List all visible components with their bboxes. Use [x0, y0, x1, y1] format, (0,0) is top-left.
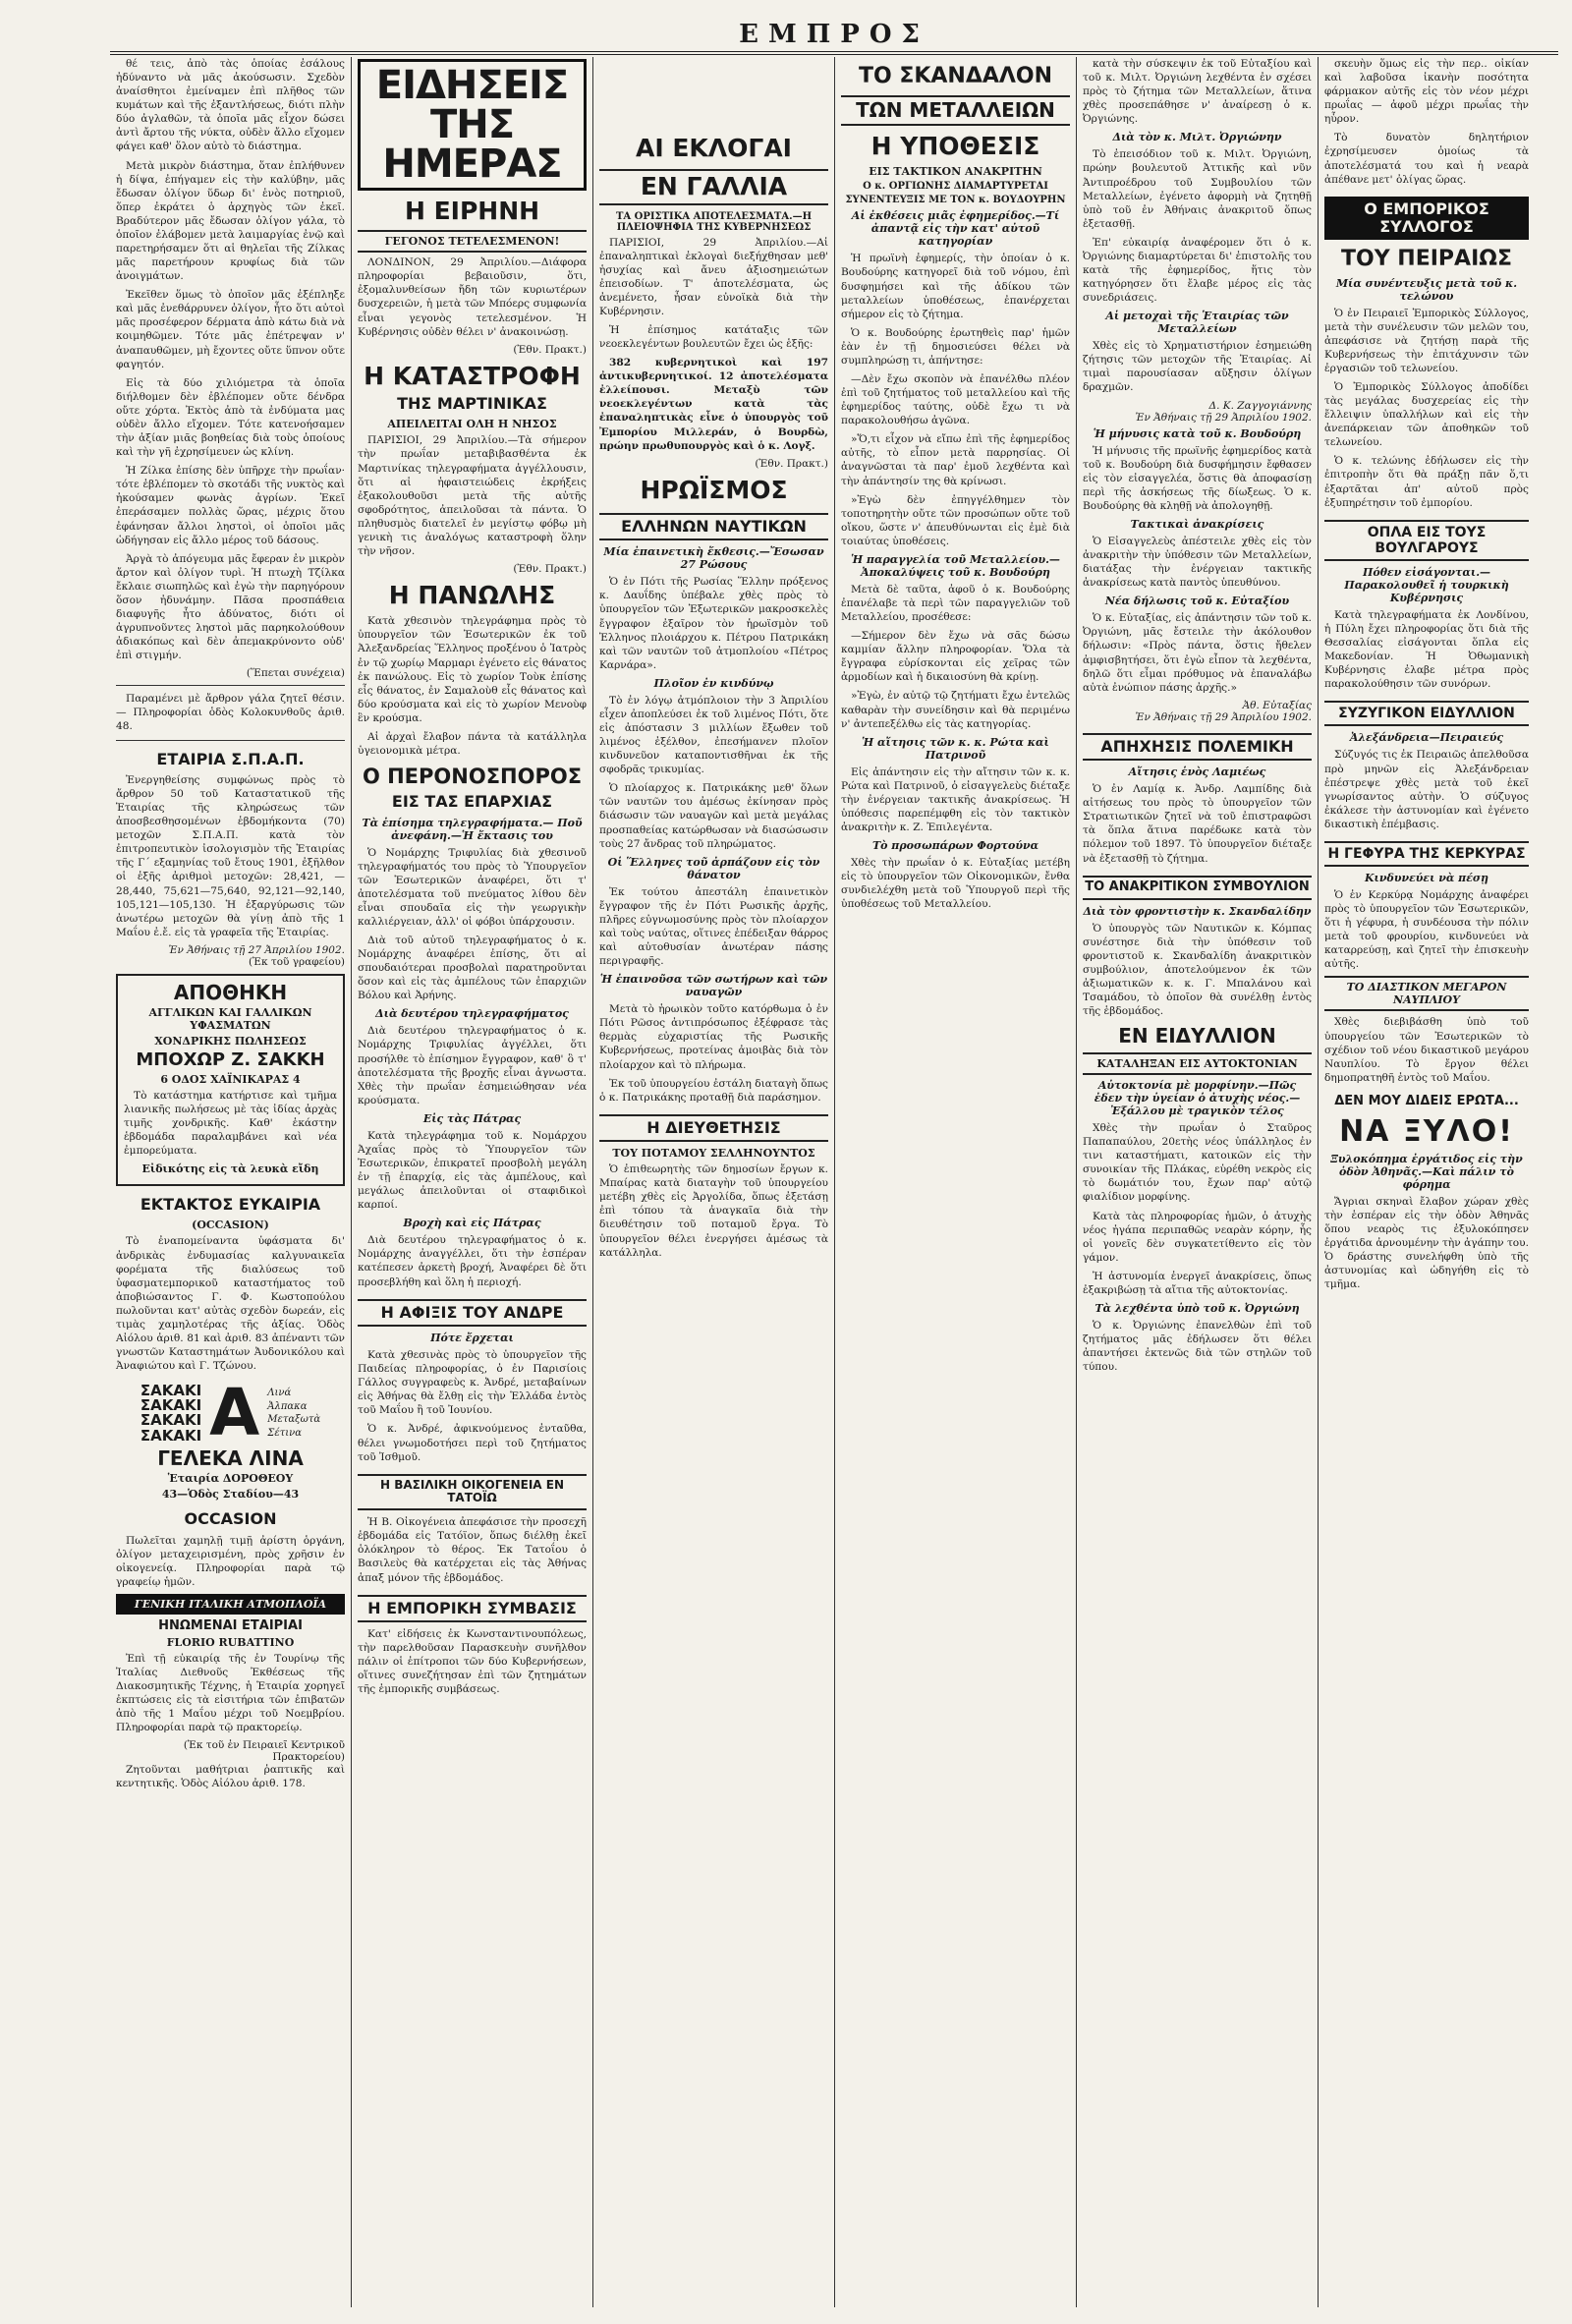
afixis-title: Η ΑΦΙΞΙΣ ΤΟΥ ΑΝΔΡΕ — [358, 1299, 587, 1327]
masthead — [110, 18, 1558, 55]
syzygikon-subtitle: Ἀλεξάνδρεια—Πειραιεύς — [1349, 731, 1504, 745]
article-text: Χθὲς εἰς τὸ Χρηματιστήριον ἐσημειώθη ζήτησις τῶν μετοχῶν τῆς Ἑταιρίας. Αἱ τιμαὶ παρουσίασαν αὔξησιν ὀλίγων δραχμῶν. — [1083, 340, 1312, 394]
serial-paragraph: Ἡ Ζίλκα ἐπίσης δὲν ὑπῆρχε τὴν πρωΐαν· τότε ἐβλέπομεν τὸ σκοτάδι τῆς νυκτὸς καὶ ἠκούσαμεν φωνὰς ἀγρίων. Ἐκεῖ ἐπεράσαμεν πολλὰς ὥρας, μέχρις ὅτου ἐφάνησαν ἄλλοι ληστοὶ, οἱ ὁποῖοι μᾶς ὡδήγησαν εἰς ἄλλο μέρος τοῦ δάσους. — [116, 465, 345, 546]
article-text: Ἐπ' εὐκαιρίᾳ ἀναφέρομεν ὅτι ὁ κ. Ὀργιώνης διαμαρτύρεται δι' ἐπιστολῆς του κατὰ τῆς ἐφημερίδος, ἥτις τὸν κατηγόρησεν ὅτι ἔλαβε μέρος εἰς τὰς συνεδριάσεις. — [1083, 236, 1312, 305]
geniki-subtitle-2: FLORIO RUBATTINO — [166, 1635, 295, 1649]
gefyra-subtitle: Κινδυνεύει νὰ πέσῃ — [1364, 871, 1489, 884]
afixis-subtitle: Πότε ἔρχεται — [430, 1332, 514, 1345]
apothiki-subtitle-2: ΧΟΝΔΡΙΚΗΣ ΠΩΛΗΣΕΩΣ — [154, 1034, 307, 1048]
skandalon-title: ΤΟ ΣΚΑΝΔΑΛΟΝ — [858, 64, 1053, 88]
material-item: Σέτινα — [267, 1427, 302, 1439]
occasion-text: Πωλεῖται χαμηλῇ τιμῇ ἀρίστη ὁργάνη, ὀλίγον μεταχειρισμένη, πρὸς χρῆσιν ἐν οἰκογενείᾳ. Πληροφορίαι παρὰ τῷ γραφείῳ ἡμῶν. — [116, 1534, 345, 1588]
aitisis-text: Εἰς ἀπάντησιν εἰς τὴν αἴτησιν τῶν κ. κ. Ρώτα καὶ Πατρινοῦ, ὁ εἰσαγγελεὺς διέταξε τὴν ἐνέργειαν τακτικῆς ἀνακρίσεως. Ἡ ὑπόθεσις παρεπέμφθη εἰς τὸν τακτικὸν ἀνακριτὴν κ. Ζ. Ἐπιλεγέντα. — [841, 765, 1070, 833]
polemiki-text: Ὁ ἐν Λαμίᾳ κ. Ἀνδρ. Λαμπίδης διὰ αἰτήσεως του πρὸς τὸ ὑπουργεῖον τῶν Στρατιωτικῶν ζητεῖ νὰ τοῦ ἐπιστραφῶσι τὰ ὅπλα ἅτινα παρέδωκε κατὰ τὸν πόλεμον τοῦ 1897. Τὸ ὑπουργεῖον διέταξε νὰ ἐξετασθῇ τὸ ζήτημα. — [1083, 783, 1312, 865]
eirini-subtitle: ΓΕΓΟΝΟΣ ΤΕΤΕΛΕΣΜΕΝΟΝ! — [358, 230, 587, 253]
peronosporos-text: Κατὰ τηλεγράφημα τοῦ κ. Νομάρχου Ἀχαΐας πρὸς τὸ Ὑπουργεῖον τῶν Ἐσωτερικῶν, ἐπικρατεῖ προσβολὴ μεγάλη ἐν τῇ ἐπαρχίᾳ, εἰς τὰς ἀμπέλους, καὶ μεγάλως ἀπειλοῦνται οἱ σταφιδικοὶ καρποί. — [358, 1129, 587, 1212]
prosopa-title: Τὸ προσωπάρων Φορτούνα — [871, 839, 1039, 853]
emporikos-text: Ὁ Ἐμπορικὸς Σύλλογος ἀποδίδει τὰς μεγάλας δυσχερείας εἰς τὴν ἔλλειψιν ὑπαλλήλων καὶ εἰς τὴν ἀνεπάρκειαν τῶν ἀποθηκῶν τοῦ τελωνείου. — [1324, 380, 1529, 449]
article-text: κατὰ τὴν σύσκεψιν ἐκ τοῦ Εὐταξίου καὶ τοῦ κ. Μιλτ. Ὀργιώνη λεχθέντα ἐν σχέσει πρὸς τὸ ζήτημα τῶν Μεταλλείων, ἅτινα χθὲς προσεπάθησε ν' ἀναίρεσῃ ὁ κ. Ὀργιώνης. — [1083, 58, 1312, 126]
sakaki-item: ΣΑΚΑΚΙ — [140, 1381, 202, 1399]
syzygikon-text: Σύζυγός τις ἐκ Πειραιῶς ἀπελθοῦσα πρὸ μηνῶν εἰς Ἀλεξάνδρειαν ἐπέστρεψε χθὲς μετὰ τοῦ ἐκεῖ γνωρίσαντος αὐτὴν. Ὁ σύζυγος ἐκάλεσε τὴν ἀστυνομίαν καὶ ἐγένετο δικαστικὴ ἐπέμβασις. — [1324, 749, 1529, 830]
emporikos-subtitle: Μία συνέντευξις μετὰ τοῦ κ. τελώνου — [1335, 276, 1518, 303]
article-subhead: Τακτικαὶ ἀνακρίσεις — [1130, 517, 1264, 531]
peronosporos-text: Διὰ δευτέρου τηλεγραφήματος ὁ κ. Νομάρχης Τριφυλίας ἀγγέλλει, ὅτι προσήλθε τὸ ἐπίσημον ἔγγραφον, καθ' ὃ τ' ἀποτελέσματα τῆς βροχῆς εἶναι ἀγνωστα. Χθὲς τὴν πρωΐαν ἐσημειώθησαν νέα κρούσματα. — [358, 1025, 587, 1106]
columns — [110, 57, 1558, 2307]
ekloges-text: Ἡ ἐπίσημος κατάταξις τῶν νεοεκλεγέντων βουλευτῶν ἔχει ὡς ἑξῆς: — [599, 323, 828, 351]
apothiki-title: ΑΠΟΘΗΚΗ — [173, 980, 288, 1004]
article-subhead: Ἡ μήνυσις κατὰ τοῦ κ. Βουδούρη — [1093, 426, 1302, 440]
eirini-source: (Ἐθν. Πρακτ.) — [513, 343, 587, 356]
column-3 — [593, 57, 835, 2307]
dateline: Ἐν Ἀθήναις τῇ 29 Ἀπριλίου 1902. — [1135, 710, 1312, 723]
eidyllion-text: Χθὲς τὴν πρωΐαν ὁ Σταῦρος Παπαπαύλου, 20ετὴς νέος ὑπάλληλος ἐν τινι καταστήματι, κατοικῶν εἰς τὴν συνοικίαν τῆς Πλάκας, εὑρέθη νεκρὸς εἰς τὸ δωμάτιόν του, ἔχων παρ' αὐτῷ φιαλίδιον μορφίνης. — [1083, 1122, 1312, 1204]
peronosporos-title: Ο ΠΕΡΟΝΟΣΠΟΡΟΣ — [362, 765, 583, 789]
material-item: Μεταξωτὰ — [267, 1414, 321, 1426]
eidyllion-text: Ἡ ἀστυνομία ἐνεργεῖ ἀνακρίσεις, ὅπως ἐξακριβώσῃ τὰ αἴτια τῆς αὐτοκτονίας. — [1083, 1270, 1312, 1296]
iroismos-subhead: Ἡ ἐπαινοῦσα τῶν σωτήρων καὶ τῶν ναυαγῶν — [599, 973, 828, 999]
ektaktos-subtitle: (OCCASION) — [192, 1219, 269, 1232]
ekloges-text: 382 κυβερνητικοὶ καὶ 197 ἀντικυβερνητικοί. 12 ἀποτελέσματα ἐλλείπουσι. Μεταξὺ τῶν νεοεκλεγέντων κατὰ τὰς ἐπαναληπτικὰς εἶνε ὁ ὑπουργὸς τοῦ Ἐμπορίου Μιλλεράν, ὁ Βουρδὼ, πρώην πρωθυπουργὸς καὶ ὁ κ. Λογξ. — [599, 357, 828, 452]
ypothesis-text: —Σήμερον δὲν ἔχω νὰ σᾶς δώσω καμμίαν ἄλλην πληροφορίαν. Ὅλα τὰ ἔγγραφα εὑρίσκονται εἰς χεῖρας τῶν ἀρμοδίων καὶ ἡ δικαιοσύνη θὰ κρίνῃ. — [841, 630, 1070, 684]
signature: Ἀθ. Εὐταξίας — [1242, 699, 1312, 711]
serial-paragraph: Εἰς τὰ δύο χιλιόμετρα τὰ ὁποῖα διήλθομεν δὲν ἐβλέπομεν οὔτε δένδρα οὔτε χόρτα. Ἐκτὸς ἀπὸ τὰ ἐνδύματα μας οὐδὲν ἄλλο εἴχομεν. Τότε κατενοήσαμεν τὴν ἀξίαν μιᾶς βοηθείας διὰ τοὺς ὁποίους καὶ τὴν γῆ ἐχρησίμευεν ὡς κλίνη. — [116, 376, 345, 459]
skandalon-title-2: ΤΩΝ ΜΕΤΑΛΛΕΙΩΝ — [841, 95, 1070, 126]
katastrofi-title: Η ΚΑΤΑΣΤΡΟΦΗ — [364, 361, 581, 390]
emporiki-title: Η ΕΜΠΟΡΙΚΗ ΣΥΜΒΑΣΙΣ — [358, 1595, 587, 1622]
serial-paragraph: Ἐκεῖθεν ὅμως τὸ ὁποῖον μᾶς ἐξέπληξε καὶ μᾶς ἐνεθάρρυνεν ὀλίγον, ἦτο ὅτι αὐτοὶ μᾶς προσέφερον δέρματα ἀπὸ κάτω διὰ νὰ κοιμηθῶμεν. Τότε μᾶς ἐπέτρεψαν ν' ἀναπαυθῶμεν, μὴ ἔχοντες οὔτε ὕπνον οὔτε φαγητόν. — [116, 289, 345, 370]
eidyllion-text: Ὁ κ. Ὀργιώνης ἐπανελθὼν ἐπὶ τοῦ ζητήματος μᾶς ἐδήλωσεν ὅτι θέλει ἀπαντήσει ἐκτενῶς διὰ τῶν στηλῶν τοῦ τύπου. — [1083, 1320, 1312, 1374]
gelek-subtitle: Ἑταιρία ΔΟΡΟΘΕΟΥ — [167, 1472, 294, 1486]
eirini-title: Η ΕΙΡΗΝΗ — [404, 197, 540, 225]
vasiliki-title: Η ΒΑΣΙΛΙΚΗ ΟΙΚΟΓΕΝΕΙΑ ΕΝ ΤΑΤΟΪΩ — [358, 1474, 587, 1511]
iroismos-title: ΗΡΩΪΣΜΟΣ — [640, 475, 788, 504]
column-4 — [835, 57, 1077, 2307]
afixis-text: Κατὰ χθεσινὰς πρὸς τὸ ὑπουργεῖον τῆς Παιδείας πληροφορίας, ὁ ἐν Παρισίοις Γάλλος συγγραφεὺς κ. Ἀνδρέ, μεταβαίνων εἰς Ἀθήνας θὰ ἔλθῃ εἰς τὴν Ἑλλάδα ἐντὸς τοῦ Μαΐου ἢ τοῦ Ἰουνίου. — [358, 1349, 587, 1417]
masthead-title: ΕΜΠΡΟΣ — [739, 20, 929, 49]
classified-ad: Παραμένει μὲ ἄρθρον γάλα ζητεῖ θέσιν.— Πληροφορίαι ὁδὸς Κολοκυνθοῦς ἀριθ. 48. — [116, 693, 345, 733]
etairia-source: (Ἐκ τοῦ γραφείου) — [248, 955, 345, 968]
katastrofi-subtitle: ΑΠΕΙΛΕΙΤΑΙ ΟΛΗ Η ΝΗΣΟΣ — [387, 418, 557, 431]
sakaki-letter: Α — [209, 1375, 260, 1451]
diefthetisis-title: Η ΔΙΕΥΘΕΤΗΣΙΣ — [599, 1114, 828, 1142]
occasion-title: OCCASION — [184, 1509, 277, 1529]
ekloges-text: ΠΑΡΙΣΙΟΙ, 29 Ἀπριλίου.—Αἱ ἐπαναληπτικαὶ ἐκλογαὶ διεξήχθησαν μεθ' ἡσυχίας καὶ ἄνευ ἀξιοσημειώτων ἐπεισοδίων. Τ' ἀποτελέσματα, ὡς ἀνεμένετο, ἦσαν εὐνοϊκὰ διὰ τὴν Κυβέρνησιν. — [599, 236, 828, 317]
opla-title: ΟΠΛΑ ΕΙΣ ΤΟΥΣ ΒΟΥΛΓΑΡΟΥΣ — [1324, 520, 1529, 561]
prosopa-text: Χθὲς τὴν πρωΐαν ὁ κ. Εὐταξίας μετέβη εἰς τὸ ὑπουργεῖον τῶν Οἰκονομικῶν, ἔνθα συνδιελέχθη μετὰ τοῦ Ὑπουργοῦ περὶ τῆς ὑποθέσεως τοῦ Μεταλλείου. — [841, 857, 1070, 911]
iroismos-subhead: Οἱ Ἕλληνες τοῦ ἀρπάζουν εἰς τὸν θάνατον — [607, 855, 820, 881]
article-subhead: Αἱ μετοχαὶ τῆς Ἑταιρίας τῶν Μεταλλείων — [1105, 310, 1289, 336]
eidyllion-text: Κατὰ τὰς πληροφορίας ἡμῶν, ὁ ἀτυχὴς νέος ἠγάπα περιπαθῶς νεαρὰν κόρην, ἧς οἱ γονεῖς δὲν συγκατετίθεντο εἰς τὸν γάμον. — [1083, 1210, 1312, 1264]
column-1 — [110, 57, 352, 2307]
xylo-title: ΔΕΝ ΜΟΥ ΔΙΔΕΙΣ ΕΡΩΤΑ... — [1334, 1093, 1519, 1108]
article-subhead: Νέα δήλωσις τοῦ κ. Εὐταξίου — [1104, 595, 1290, 608]
geniki-text: Ἐπὶ τῇ εὐκαιρίᾳ τῆς ἐν Τουρίνῳ τῆς Ἰταλίας Διεθνοῦς Ἐκθέσεως τῆς Διακοσμητικῆς Τέχνης, ἡ Ἑταιρία χορηγεῖ ἐκπτώσεις εἰς τὰ εἰσιτήρια τῶν ἐπιβατῶν ἀπὸ τῆς 1 Μαΐου μέχρι τοῦ Νοεμβρίου. Πληροφορίαι παρὰ τῷ πρακτορείῳ. — [116, 1652, 345, 1734]
diefthetisis-title-2: ΤΟΥ ΠΟΤΑΜΟΥ ΣΕΛΛΗΝΟΥΝΤΟΣ — [612, 1147, 815, 1161]
ekloges-title-2: ΕΝ ΓΑΛΛΙΑ — [599, 169, 828, 204]
opla-subtitle: Πόθεν εἰσάγονται.—Παρακολουθεῖ ἡ τουρκικὴ Κυβέρνησις — [1344, 565, 1509, 604]
emporikos-text: Ὁ κ. τελώνης ἐδήλωσεν εἰς τὴν ἐπιτροπὴν ὅτι θὰ πράξῃ πᾶν ὅ,τι ἐξαρτᾶται ἀπ' αὐτοῦ πρὸς ἐξυπηρέτησιν τοῦ ἐμπορίου. — [1324, 455, 1529, 509]
ektaktos-title: ΕΚΤΑΚΤΟΣ ΕΥΚΑΙΡΙΑ — [140, 1195, 321, 1215]
apothiki-note: Εἰδικότης εἰς τὰ λευκὰ εἴδη — [141, 1162, 319, 1176]
panolis-text: Κατὰ χθεσινὸν τηλεγράφημα πρὸς τὸ ὑπουργεῖον τῶν Ἐσωτερικῶν ἐκ τοῦ Ἀλεξανδρείας Ἕλληνος προξένου ὁ Ἰατρὸς ἐν τῷ χωρίῳ Μαρμαρι ἐγένετο εἰς θάνατος ἐκ πανώλους. Εἰς τὸ χωρίον Τοὺκ ἐπίσης εἷς θάνατος, ἐν Σαμαλοὺθ εἷς θάνατος καὶ δύο κρούσματα καὶ εἰς τὸ χωρίον Μενοὺφ ἓν κρούσμα. — [358, 615, 587, 724]
serial-paragraph: Ἀργὰ τὸ ἀπόγευμα μᾶς ἔφεραν ἐν μικρὸν ἄρτον καὶ ὀλίγον τυρὶ. Ἡ πτωχὴ Τζίλκα ἔκλαιε σιωπηλῶς καὶ ἐγὼ τὴν παρηγόρουν ὅσον ἠδυνάμην. Πᾶσα προσπάθεια διαφυγῆς ἦτο ἀδύνατος, διότι οἱ ἀγρυπνοῦντες ληστοὶ μᾶς παρηκολούθουν ἀδιακόπως καὶ δὲν ἀπεμακρύνοντο οὐδ' ἐπὶ στιγμήν. — [116, 552, 345, 662]
article-subhead: Διὰ τὸν κ. Μιλτ. Ὀργιώνην — [1112, 131, 1282, 144]
etairia-text: Ἐνεργηθείσης συμφώνως πρὸς τὸ ἄρθρον 50 τοῦ Καταστατικοῦ τῆς Ἑταιρίας τῆς κληρώσεως τῶν ἀποσβεσθησομένων ἑβδομήκοντα (70) μετοχῶν Σ.Π.Α.Π. κατὰ τὸν ἐπιτροπευτικὸν ἰσολογισμὸν τῆς Ἑταιρίας τῆς Γ΄ εξαμηνίας τοῦ ἔτους 1901, ἐξῆλθον οἱ ἑξῆς ἀριθμοὶ μετοχῶν: 28,421, —28,440, 75,621—75,640, 92,121—92,140, 105,121—105,130. Ἡ ἐξαργύρωσις τῶν ἀνωτέρω μετοχῶν θὰ γίνῃ ἀπὸ τῆς 1 Μαΐου ἐ.ἔ. εἰς τὰ γραφεῖα τῆς Ἑταιρίας. — [116, 773, 345, 938]
nafpliou-title: ΤΟ ΔΙΑΣΤΙΚΟΝ ΜΕΓΑΡΟΝ ΝΑΥΠΛΙΟΥ — [1324, 976, 1529, 1011]
diefthetisis-text: Ὁ ἐπιθεωρητὴς τῶν δημοσίων ἔργων κ. Μπαίρας κατὰ διαταγὴν τοῦ ὑπουργείου μετέβη χθὲς εἰς Ἀργολίδα, ὅπως ἐξετάσῃ ἐπὶ τόπου τὰ ἀναγκαῖα διὰ τὴν διευθέτησιν τοῦ ποταμοῦ ἔργα. Τὸ ὑπουργεῖον θέλει ἐνεργήσει ἀμέσως τὰ κατάλληλα. — [599, 1163, 828, 1259]
column-5 — [1077, 57, 1319, 2307]
xylo-subtitle: Ξυλοκόπημα ἐργάτιδος εἰς τὴν ὁδὸν Ἀθηνᾶς.—Καὶ πάλιν τὸ φόρημα — [1330, 1152, 1523, 1191]
eidyllion-subhead: Τὰ λεχθέντα ὑπὸ τοῦ κ. Ὀργιώνη — [1095, 1302, 1300, 1316]
sakaki-item: ΣΑΚΑΚΙ — [140, 1395, 202, 1414]
ektaktos-text: Τὸ ἐναπομείναντα ὑφάσματα δι' ἀνδρικὰς ἐνδυμασίας καλγυναικεῖα φορέματα τῆς διαλύσεως τοῦ ὑφασματεμπορικοῦ καταστήματος τοῦ ἀποβιώσαντος Γ. Φ. Κωστοπούλου πωλοῦνται κατ' αὐτὰς σχεδὸν δωρεάν, εἰς τιμὰς χαμηλοτέρας τῆς ἀξίας. Ὁδὸς Αἰόλου ἀριθ. 81 καὶ ἀριθ. 83 ἀπέναντι τῶν γνωστῶν Καταστημάτων Ἀυδονικόλου καὶ Ἀναφιώτου καὶ Γ. Τζώνου. — [116, 1235, 345, 1373]
peronosporos-text: Διὰ δευτέρου τηλεγραφήματος ὁ κ. Νομάρχης ἀναγγέλλει, ὅτι τὴν ἑσπέραν κατέπεσεν ἀρκετὴ βροχή, Ἀναφέρει δὲ ὅτι προσεβλήθη καὶ ὅλη ἡ περιοχή. — [358, 1234, 587, 1288]
emporikos-text: Ὁ ἐν Πειραιεῖ Ἐμπορικὸς Σύλλογος, μετὰ τὴν συνέλευσιν τῶν μελῶν του, ἀπεφάσισε νὰ ζητήσῃ παρὰ τῆς Κυβερνήσεως τὴν ἐπιτάχυνσιν τῶν ἐργασιῶν τοῦ τελωνείου. — [1324, 307, 1529, 374]
article-text: Ἡ μήνυσις τῆς πρωϊνῆς ἐφημερίδος κατὰ τοῦ κ. Βουδούρη διὰ δυσφήμησιν ἔφθασεν εἰς τὸν εἰσαγγελέα, ὅστις θὰ ἀποφασίσῃ περὶ τῆς ἀσκήσεως τῆς δίωξεως. Ὁ κ. Βουδούρης θὰ κληθῇ νὰ ἀπολογηθῇ. — [1083, 444, 1312, 512]
eirini-text: ΛΟΝΔΙΝΟΝ, 29 Ἀπριλίου.—Διάφορα πληροφορίαι βεβαιοῦσιν, ὅτι, ἐξομαλυνθείσων ἤδη τῶν κυριωτέρων δυσχερειῶν, ἡ μετὰ τῶν Μπόερς συμφωνία εἶναι γεγονὸς τετελεσμένον. Ἡ Κυβέρνησις οὐδὲν θέλει ν' ἀνακοινώσῃ. — [358, 256, 587, 338]
ekloges-source: (Ἐθν. Πρακτ.) — [755, 457, 828, 470]
peronosporos-subhead: Διὰ δευτέρου τηλεγραφήματος — [375, 1007, 569, 1021]
polemiki-subtitle: Αἴτησις ἑνὸς Λαμιέως — [1128, 765, 1266, 779]
peronosporos-lead: Τὰ ἐπίσημα τηλεγραφήματα.— Ποῦ ἀνεφάνη.—Ἡ ἔκτασις του — [362, 816, 583, 842]
apothiki-text: Τὸ κατάστημα κατήρτισε καὶ τμῆμα λιανικῆς πωλήσεως μὲ τὰς ἰδίας ἀρχὰς τιμῆς χονδρικῆς. Καθ' ἑκάστην ἑβδομάδα παραλαμβάνει καὶ νέα ἐμπορεύματα. — [124, 1089, 337, 1157]
ypothesis-text: Ὁ κ. Βουδούρης ἐρωτηθεὶς παρ' ἡμῶν ἐὰν ἐν τῇ δημοσιεύσει θέλει νὰ συμπληρώσῃ τι, ἀπήντησε: — [841, 326, 1070, 367]
iroismos-text: Τὸ ἐν λόγῳ ἀτμόπλοιον τὴν 3 Ἀπριλίου εἶχεν ἀποπλεύσει ἐκ τοῦ λιμένος Πότι, ὅτε εἰς ἀπόστασιν 3 μιλλίων ἔξωθεν τοῦ λιμένος ἐξέλθον, ἐπεσήμανεν πλοῖον κινδυνεῦον καταποντισθῆναι ἐκ τῆς σφοδρᾶς τρικυμίας. — [599, 694, 828, 776]
sakaki-item: ΣΑΚΑΚΙ — [140, 1426, 202, 1445]
serial-paragraph: θέ τεις, ἀπὸ τὰς ὁποίας ἐσάλους ἠδύναντο νὰ μᾶς ἀκούσωσιν. Σχεδὸν ἀναίσθητοι ἐμείναμεν ἐπὶ πλῆθος τῶν κυμάτων καὶ τῆς ἐξαντλήσεως, διότι πλὴν δύο ἀγλαθῶν, τὰ ὁποῖα μᾶς εἶχον δώσει ἀντὶ ἄρτου τῆς νύκτα, οὐδὲν ἄλλο εἴχομεν φάγει καθ' ὅλον αὐτὸ τὸ διάστημα. — [116, 58, 345, 153]
geniki-title: ΓΕΝΙΚΗ ΙΤΑΛΙΚΗ ΑΤΜΟΠΛΟΪΑ — [116, 1594, 345, 1615]
material-item: Ἀλπακα — [267, 1400, 308, 1412]
aitisis-title: Ἡ αἴτησις τῶν κ. κ. Ρώτα καὶ Πατρινοῦ — [862, 735, 1049, 762]
iroismos-text: Ἐκ τούτου ἀπεστάλη ἐπαινετικὸν ἔγγραφον τῆς ἐν Πότι Ρωσικῆς ἀρχῆς, πλῆρες εὐγνωμοσύνης πρὸς τὸν πλοίαρχον καὶ τοὺς ναύτας, οἵτινες ἐπέδειξαν θάρρος καὶ αὐτοθυσίαν ἀνωτέραν πάσης περιγραφῆς. — [599, 885, 828, 968]
katastrofi-text: ΠΑΡΙΣΙΟΙ, 29 Ἀπριλίου.—Τὰ σήμερον τὴν πρωΐαν μεταβιβασθέντα ἐκ Μαρτινίκας τηλεγραφήματα ἀγγέλλουσιν, ὅτι αἱ ἡφαιστειώδεις ἐκρήξεις ἐξακολουθοῦσι μετὰ τῆς αὐτῆς σφοδρότητος, ἀπειλοῦσαι τὰ πάντα. Ὁ πληθυσμὸς διατελεῖ ἐν μεγίστῳ φόβῳ μὴ γενικὴ τις ἀναλόγως καταστροφὴ ὅλην τὴν νῆσον. — [358, 434, 587, 557]
ypothesis-text: »Ἐγὼ, ἐν αὐτῷ τῷ ζητήματι ἔχω ἐντελῶς καθαρὰν τὴν συνείδησιν καὶ θὰ περιμένω ν' ἀντεπεξέλθω εἰς τὰς κατηγορίας. — [841, 690, 1070, 730]
iroismos-text: Ἐκ τοῦ ὑπουργείου ἐστάλη διαταγὴ ὅπως ὁ κ. Πατρικάκης προταθῇ διὰ παράσημον. — [599, 1077, 828, 1104]
article-text: Τὸ δυνατὸν δηλητήριον ἐχρησίμευσεν ὁμοίως τὰ ἀποτελέσματά του καὶ ἡ νεαρὰ ἀπέθανε μετ' ὀλίγας ὥρας. — [1324, 132, 1529, 186]
geniki-source: (Ἐκ τοῦ ἐν Πειραιεῖ Κεντρικοῦ Πρακτορείου) — [183, 1739, 345, 1764]
ypothesis-text: »Ὅ,τι εἶχον νὰ εἴπω ἐπὶ τῆς ἐφημερίδος αὐτῆς, τὸ εἶπον μετὰ παρρησίας. Οἱ ἀναγνῶσται τὰ παρ' ἐμοῦ λεχθέντα καὶ τὴν ἀπάντησίν της θὰ κρίνωσι. — [841, 433, 1070, 487]
emporikos-title-2: ΤΟΥ ΠΕΙΡΑΙΩΣ — [1341, 247, 1512, 272]
iroismos-subtitle: Μία ἐπαινετικὴ ἔκθεσις.—Ἔσωσαν 27 Ρώσους — [603, 545, 824, 572]
iroismos-title-2: ΕΛΛΗΝΩΝ ΝΑΥΤΙΚΩΝ — [599, 513, 828, 540]
apothiki-ad — [116, 974, 345, 1186]
column-2 — [352, 57, 593, 2307]
column-6 — [1319, 57, 1535, 2307]
divider — [116, 740, 345, 741]
syzygikon-title: ΣΥΖΥΓΙΚΟΝ ΕΙΔΥΛΛΙΟΝ — [1324, 701, 1529, 726]
afixis-text: Ὁ κ. Ἀνδρέ, ἀφικνούμενος ἐνταῦθα, θέλει γνωμοδοτήσει περὶ τοῦ ζητήματος τοῦ Ἰσθμοῦ. — [358, 1423, 587, 1463]
xylo-text: Ἄγριαι σκηναὶ ἔλαβον χώραν χθὲς τὴν ἑσπέραν εἰς τὴν ὁδὸν Ἀθηνᾶς ὅπου νεαρὸς τις ἐξυλοκόπησεν ἐργάτιδα ἀρνουμένην τὴν ἀγάπην του. Ὁ δράστης συνελήφθη ὑπὸ τῆς ἀστυνομίας καὶ ὡδηγήθη εἰς τὸ τμῆμα. — [1324, 1195, 1529, 1291]
gelek-address: 43—Ὁδὸς Σταδίου—43 — [161, 1488, 300, 1502]
vasiliki-text: Ἡ Β. Οἰκογένεια ἀπεφάσισε τὴν προσεχῆ ἑβδομάδα εἰς Τατόϊον, ὅπως διέλθῃ ἐκεῖ ὁλόκληρον τὸ θέρος. Ἐκ Τατοΐου ὁ Βασιλεὺς θὰ κατέρχεται εἰς τὰς Ἀθήνας ἁπαξ μόνον τῆς ἑβδομάδος. — [358, 1516, 587, 1584]
ypothesis-subhead: Ἡ παραγγελία τοῦ Μεταλλείου.—Ἀποκαλύψεις τοῦ κ. Βουδούρη — [851, 552, 1060, 579]
article-text: Ὁ Εἰσαγγελεὺς ἀπέστειλε χθὲς εἰς τὸν ἀνακριτὴν τὴν ὑπόθεσιν τῶν Μεταλλείων, διατάξας τὴν ἐνέργειαν τακτικῆς ἀνακρίσεως κατὰ παντὸς ὑπευθύνου. — [1083, 535, 1312, 590]
emporikos-title: Ο ΕΜΠΟΡΙΚΟΣ ΣΥΛΛΟΓΟΣ — [1324, 197, 1529, 241]
news-banner: ΕΙΔΗΣΕΙΣ ΤΗΣ ΗΜΕΡΑΣ — [358, 59, 587, 191]
katastrofi-title-2: ΤΗΣ ΜΑΡΤΙΝΙΚΑΣ — [397, 393, 547, 413]
katastrofi-source: (Ἐθν. Πρακτ.) — [513, 563, 587, 576]
ypothesis-text: Ἡ πρωϊνὴ ἐφημερίς, τὴν ὁποίαν ὁ κ. Βουδούρης κατηγορεῖ διὰ τοῦ νόμου, ἐπὶ δυσφημήσει καὶ τῆς ἀδίκου τῶν μεταλλείων ὑποθέσεως, ἐπανέρχεται σήμερον εἰς τὸ ζήτημα. — [841, 253, 1070, 320]
divider — [116, 685, 345, 686]
gelek-title: ΓΕΛΕΚΑ ΛΙΝΑ — [157, 1446, 304, 1471]
apothiki-address: 6 ΟΔΟΣ ΧΑΪΝΙΚΑΡΑΣ 4 — [160, 1072, 301, 1086]
classified-ad: Ζητοῦνται μαθήτριαι ῥαπτικῆς καὶ κεντητικῆς. Ὁδὸς Αἰόλου ἀριθ. 178. — [116, 1764, 345, 1790]
peronosporos-text: Ὁ Νομάρχης Τριφυλίας διὰ χθεσινοῦ τηλεγραφήματός του πρὸς τὸ Ὑπουργεῖον τῶν Ἐσωτερικῶν ἀναφέρει, ὅτι τ' ἀποτελέσματα τοῦ πνεύματος λίθου δὲν εἶναι σπουδαῖα εἰς τὴν γεωργικὴν καλλιέργειαν, ἀλλ' οἱ φόβοι ὑπάρχουσιν. — [358, 846, 587, 928]
ypothesis-text: »Ἐγὼ δὲν ἐπηγγέλθημεν τὸν τοποτηρητὴν οὔτε τῶν προσώπων οὔτε τοῦ οἴκου, ὥστε ν' ἀπευθύνωνται εἰς ἐμὲ διὰ τοιαύτας ὑποθέσεις. — [841, 493, 1070, 547]
etairia-title: ΕΤΑΙΡΙΑ Σ.Π.Α.Π. — [156, 749, 305, 768]
apothiki-name: ΜΠΟΧΩΡ Ζ. ΣΑΚΚΗ — [136, 1049, 325, 1070]
ekloges-title: ΑΙ ΕΚΛΟΓΑΙ — [636, 134, 792, 162]
iroismos-subhead: Πλοῖον ἐν κινδύνῳ — [653, 676, 774, 690]
serial-continued: (Ἕπεται συνέχεια) — [246, 667, 345, 680]
sakaki-list — [140, 1381, 202, 1445]
peronosporos-subhead: Βροχὴ καὶ εἰς Πάτρας — [403, 1217, 541, 1230]
emporiki-text: Κατ' εἰδήσεις ἐκ Κωνσταντινουπόλεως, τὴν παρελθοῦσαν Παρασκευὴν συνῆλθον πάλιν οἱ ἐπίτροποι τῶν δύο Κυβερνήσεων, οἵτινες συνεζήτησαν ἐπὶ τῶν ζητημάτων τῆς ἐμπορικῆς συμβάσεως. — [358, 1628, 587, 1696]
eidyllion-lead: Αὐτοκτονία μὲ μορφίνην.—Πῶς ἐδεν τὴν ὑγείαν ὁ ἀτυχὴς νέος.—Ἐξάλλου μὲ τραγικὸν τέλος — [1094, 1079, 1301, 1118]
ypothesis-title: Η ΥΠΟΘΕΣΙΣ — [870, 132, 1040, 161]
ypothesis-title-2: ΕΙΣ ΤΑΚΤΙΚΟΝ ΑΝΑΚΡΙΤΗΝ — [869, 165, 1042, 179]
sakaki-materials — [267, 1387, 320, 1440]
peronosporos-title-2: ΕΙΣ ΤΑΣ ΕΠΑΡΧΙΑΣ — [391, 792, 553, 812]
ypothesis-subtitle: Ο κ. ΟΡΓΙΩΝΗΣ ΔΙΑΜΑΡΤΥΡΕΤΑΙ — [863, 181, 1048, 193]
gefyra-title: Η ΓΕΦΥΡΑ ΤΗΣ ΚΕΡΚΥΡΑΣ — [1324, 841, 1529, 867]
dateline: Ἐν Ἀθήναις τῇ 29 Ἀπριλίου 1902. — [1135, 411, 1312, 424]
geniki-subtitle: ΗΝΩΜΕΝΑΙ ΕΤΑΙΡΙΑΙ — [158, 1617, 303, 1633]
article-text: σκευὴν ὅμως εἰς τὴν περ.. οἰκίαν καὶ λαβοῦσα ἱκανὴν ποσότητα φάρμακον αὐτῆς εἰς τὸν νέον μέχρι πρωΐας — ἀφοῦ μέχρι πρωΐας τὴν ηὗρον. — [1324, 58, 1529, 126]
iroismos-text: Μετὰ τὸ ἡρωικὸν τοῦτο κατόρθωμα ὁ ἐν Πότι Ρῶσος ἀντιπρόσωπος ἐξέφρασε τὰς θερμὰς εὐχαριστίας τῆς Ρωσικῆς Κυβερνήσεως, προτείνας ἀμοιβὰς διὰ τὸν πλοίαρχον καὶ τὸ πλήρωμα. — [599, 1003, 828, 1071]
iroismos-text: Ὁ ἐν Πότι τῆς Ρωσίας Ἕλλην πρόξενος κ. Δαυΐδης ὑπέβαλε χθὲς πρὸς τὸ ὑπουργεῖον τῶν Ἐξωτερικῶν μακροσκελὲς ἔγγραφον ἐξαῖρον τὸν ἡρωϊσμὸν τοῦ Ἑλληνος πλοιάρχου κ. Πέτρου Πατρικάκη καὶ τῶν ναυτῶν τοῦ ἀτμοπλοίου «Πέτρος Καρνάρα». — [599, 576, 828, 671]
ypothesis-lead: Αἱ ἐκθέσεις μιᾶς ἐφημερίδος.—Τί ἀπαντᾷ εἰς τὴν κατ' αὐτοῦ κατηγορίαν — [851, 209, 1060, 249]
gefyra-text: Ὁ ἐν Κερκύρᾳ Νομάρχης ἀναφέρει πρὸς τὸ ὑπουργεῖον τῶν Ἐσωτερικῶν, ὅτι ἡ γέφυρα, ἡ συνδέουσα τὴν πόλιν μετὰ τοῦ φρουρίου, κινδυνεύει νὰ καταρρεύσῃ, καὶ ζητεῖ τὴν ἐπισκευὴν αὐτῆς. — [1324, 888, 1529, 971]
signature: Δ. Κ. Ζαγγογιάννης — [1208, 399, 1312, 412]
ekloges-subtitle: ΤΑ ΟΡΙΣΤΙΚΑ ΑΠΟΤΕΛΕΣΜΑΤΑ.—Η ΠΛΕΙΟΨΗΦΙΑ ΤΗΣ ΚΥΒΕΡΝΗΣΕΩΣ — [615, 210, 813, 233]
apothiki-subtitle: ΑΓΓΛΙΚΩΝ ΚΑΙ ΓΑΛΛΙΚΩΝ ΥΦΑΣΜΑΤΩΝ — [148, 1005, 312, 1032]
iroismos-text: Ὁ πλοίαρχος κ. Πατρικάκης μεθ' ὅλων τῶν ναυτῶν του ἀμέσως ἐκίνησαν πρὸς διάσωσιν τῶν ναυαγῶν καὶ μετὰ μεγάλας προσπαθείας κατώρθωσαν νὰ διασώσωσιν τοὺς 27 ἄνδρας τοῦ πληρώματος. — [599, 782, 828, 850]
article-text: Ὁ κ. Εὐταξίας, εἰς ἀπάντησιν τῶν τοῦ κ. Ὀργιώνη, μᾶς ἔστειλε τὴν ἀκόλουθον δήλωσιν: «Πρὸς πάντα, ὅστις ἤθελεν ἀμφισβητήσει, ὅτι ἐγὼ εἶπον τὰ λεχθέντα, δηλῶ ὅτι εἶμαι πρόθυμος νὰ ἐπαναλάβω αὐτὰ ἐνώπιον πάσης ἀρχῆς.» — [1083, 612, 1312, 694]
opla-text: Κατὰ τηλεγραφήματα ἐκ Λονδίνου, ἡ Πύλη ἔχει πληροφορίας ὅτι διὰ τῆς Θεσσαλίας εἰσάγονται ὅπλα εἰς Μακεδονίαν. Ἡ Ὀθωμανικὴ Κυβέρνησις ἐλαβε μέτρα πρὸς παρακολούθησιν τῶν συνόρων. — [1324, 608, 1529, 691]
serial-paragraph: Μετὰ μικρὸν διάστημα, ὅταν ἐπλήθυνεν ἡ δίψα, ἐπήγαμεν εἰς τὴν καλύβην, μᾶς ἔδωσαν ὀλίγον ὕδωρ δι' ἑνὸς ποτηριοῦ, ὅπερ ἐκράτει ὁ ἀρχηγὸς τῶν ἐκεῖ. Βραδύτερον μᾶς ἔδωσαν ὀλίγον γάλα, τὸ ὁποῖον ἐλάβομεν μετὰ λαιμαργίας ἐνῷ καὶ παρετηρήσαμεν ὅτι αἱ θηλεῖαι τῆς Ζίλκας μᾶς παρετήρουν κρυφίως διὰ τῶν ἀνοιγμάτων. — [116, 159, 345, 283]
etairia-date: Ἐν Ἀθήναις τῇ 27 Ἀπριλίου 1902. — [168, 943, 345, 956]
panolis-text: Αἱ ἀρχαὶ ἔλαβον πάντα τὰ κατάλληλα ὑγειονομικὰ μέτρα. — [358, 730, 587, 758]
ypothesis-subtitle-2: ΣΥΝΕΝΤΕΥΞΙΣ ΜΕ ΤΟΝ κ. ΒΟΥΔΟΥΡΗΝ — [845, 195, 1066, 206]
peronosporos-text: Διὰ τοῦ αὐτοῦ τηλεγραφήματος ὁ κ. Νομάρχης ἀναφέρει ἐπίσης, ὅτι αἱ σπουδαιότεραι προσβολαὶ παρατηροῦνται ὅσον καὶ εἰς τὰς ἀμπέλους τῶν ἐπαρχιῶν Βόλου καὶ Ἀρήνης. — [358, 935, 587, 1002]
eidyllion-title-2: ΚΑΤΑΛΗΞΑΝ ΕΙΣ ΑΥΤΟΚΤΟΝΙΑΝ — [1083, 1052, 1312, 1075]
sakaki-item: ΣΑΚΑΚΙ — [140, 1411, 202, 1430]
anakritikon-text: Ὁ ὑπουργὸς τῶν Ναυτικῶν κ. Κόμπας συνέστησε διὰ τὴν ὑπόθεσιν τοῦ φροντιστοῦ κ. Σκανδαλίδη ἀνακριτικὸν συμβούλιον, ἀποτελούμενον ἐκ τῶν ἀξιωματικῶν κ. κ. Γ. Μπαλάνου καὶ Τσαμάδου, τὸ ὁποῖον θὰ συνέλθῃ ἐντὸς τῆς ἑβδομάδος. — [1083, 922, 1312, 1017]
eidyllion-title: ΕΝ ΕΙΔΥΛΛΙΟΝ — [1118, 1024, 1276, 1049]
anakritikon-subtitle: Διὰ τὸν φροντιστὴν κ. Σκανδαλίδην — [1083, 904, 1312, 918]
peronosporos-subhead: Εἰς τὰς Πάτρας — [422, 1111, 522, 1125]
sakaki-ad — [116, 1375, 345, 1451]
ypothesis-text: Μετὰ δὲ ταῦτα, ἀφοῦ ὁ κ. Βουδούρης ἐπανέλαβε τὰ περὶ τῶν παραγγελιῶν τοῦ Μεταλλείου, προσέθεσε: — [841, 583, 1070, 624]
material-item: Λινά — [267, 1388, 292, 1399]
panolis-title: Η ΠΑΝΩΛΗΣ — [388, 581, 556, 610]
polemiki-title: ΑΠΗΧΗΣΙΣ ΠΟΛΕΜΙΚΗ — [1083, 733, 1312, 761]
anakritikon-title: ΤΟ ΑΝΑΚΡΙΤΙΚΟΝ ΣΥΜΒΟΥΛΙΟΝ — [1083, 876, 1312, 900]
ypothesis-text: —Δὲν ἔχω σκοπὸν νὰ ἐπανέλθω πλέον ἐπὶ τοῦ ζητήματος τοῦ μεταλλείου καὶ τῆς ἐφημερίδος ταύτης, οὐδὲ ἔχω τι νὰ παρακολουθήσω ἀγῶνα. — [841, 372, 1070, 427]
article-text: Τὸ ἐπεισόδιον τοῦ κ. Μιλτ. Ὀργιώνη, πρώην βουλευτοῦ Ἀττικῆς καὶ νῦν Ἀντιπροέδρου τοῦ Συμβουλίου τῶν Μεταλλείων, ἐγένετο ἀφορμὴ νὰ ζητηθῇ ὑπὸ τοῦ ἐν Ἀθήναις ἀνακριτοῦ ὅπως ἐξετασθῇ. — [1083, 148, 1312, 230]
nafpliou-text: Χθὲς διεβιβάσθη ὑπὸ τοῦ ὑπουργείου τῶν Ἐσωτερικῶν τὸ σχέδιον τοῦ νέου δικαστικοῦ μεγάρου Ναυπλίου. Τὸ ἔργον θέλει δημοπρατηθῆ ἐντὸς τοῦ Μαΐου. — [1324, 1016, 1529, 1084]
xylo-title-2: ΝΑ ΞΥΛΟ! — [1339, 1113, 1514, 1149]
